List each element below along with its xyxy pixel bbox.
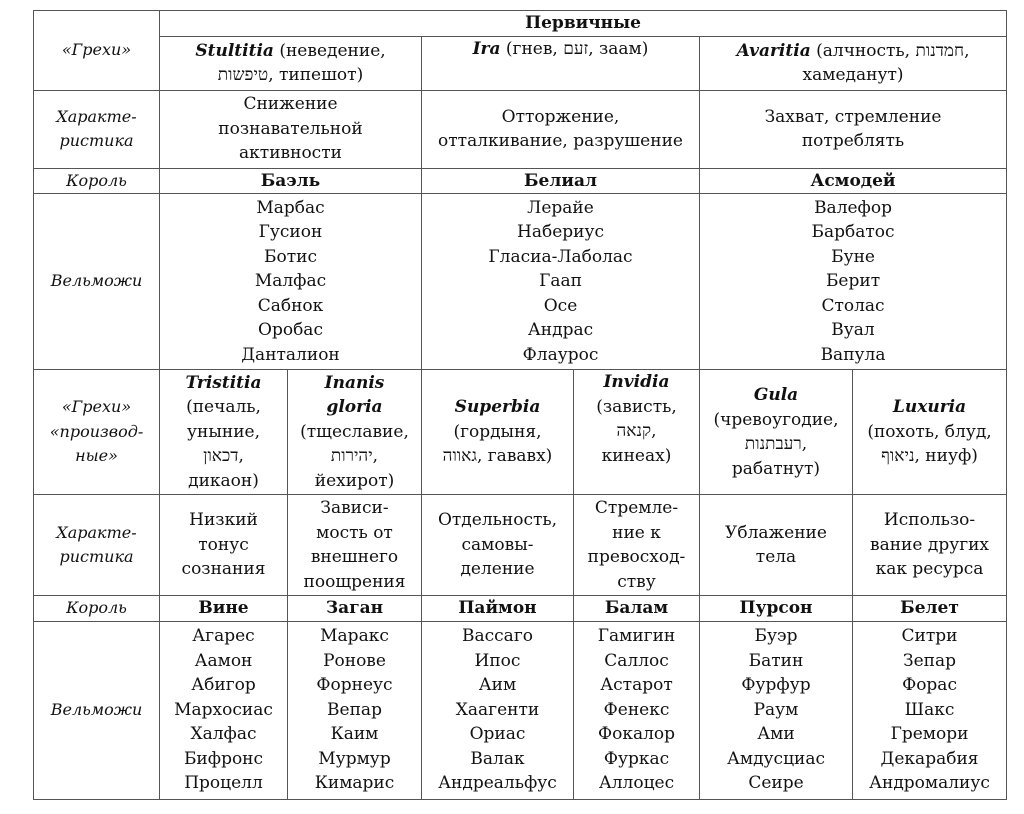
cell-text: Гремори (890, 724, 969, 745)
derived-sin-5 (853, 370, 1007, 495)
derived-nobles-1 (288, 621, 422, 799)
cell-text: Саллос (604, 650, 669, 671)
cell-text: Ами (757, 724, 795, 745)
cell-text: Декарабия (880, 748, 979, 769)
derived-king-2: Паймон (422, 596, 574, 622)
cell-text: Амдусциас (726, 748, 825, 769)
label-nobles-derived: Вельможи (34, 621, 160, 799)
cell-text: Берит (825, 271, 881, 292)
cell-text: поощрения (303, 571, 406, 592)
label-sins: «Грехи» (34, 11, 160, 91)
cell-text: Стремле- (594, 498, 679, 518)
derived-character-0 (160, 495, 288, 596)
cell-text: ству (617, 571, 656, 592)
cell-text: Андреальфус (438, 773, 557, 794)
label-king-derived: Король (34, 596, 160, 622)
cell-text: Мурмур (318, 748, 391, 769)
derived-nobles-0 (160, 621, 288, 799)
cell-text: Барбатос (811, 222, 895, 243)
cell-text: גאווה, гававх) (442, 446, 553, 467)
cell-text: Малфас (254, 271, 327, 292)
cell-text: Зависи- (320, 498, 389, 518)
cell-text: ние к (612, 522, 661, 543)
primary-sin-0-gloss-1: טיפשות, типешот) (217, 65, 364, 85)
primary-character-2 (700, 90, 1007, 168)
derived-nobles-3 (574, 621, 700, 799)
cell-text: Каим (330, 724, 379, 745)
cell-text: Аим (478, 675, 517, 696)
derived-king-3: Балам (574, 596, 700, 622)
cell-text: Фуркас (603, 748, 670, 769)
cell-text: Luxuria (892, 397, 967, 418)
cell-text: мость от (316, 522, 393, 543)
primary-sin-2-gloss-1: хамеданут) (802, 65, 904, 85)
primary-sin-1-gloss-0: (гнев, זעם, заам) (505, 38, 649, 59)
cell-text: יהירות, (330, 446, 379, 467)
cell-text: (похоть, блуд, (867, 421, 992, 442)
derived-sin-1 (288, 370, 422, 495)
cell-text: ניאוף, ниуф) (881, 446, 978, 467)
cell-text: Захват, стремление (764, 106, 942, 127)
cell-text: отталкивание, разрушение (438, 131, 683, 151)
cell-text: (тщеславие, (300, 421, 409, 442)
derived-sin-3 (574, 370, 700, 495)
primary-character-0 (160, 90, 422, 168)
primary-sin-1 (422, 36, 700, 90)
cell-text: Марбас (256, 197, 325, 218)
cell-text: Процелл (184, 773, 263, 794)
cell-text: Мархосиас (174, 699, 273, 720)
cell-text: Tristitia (185, 372, 262, 393)
cell-text: Батин (748, 650, 804, 671)
derived-character-5 (853, 495, 1007, 596)
cell-text: Аллоцес (598, 773, 675, 794)
cell-text: вание других (870, 534, 990, 555)
cell-text: Вапула (820, 344, 886, 365)
derived-king-1: Заган (288, 596, 422, 622)
cell-text: тела (755, 547, 797, 567)
derived-character-2 (422, 495, 574, 596)
cell-text: Сабнок (257, 295, 324, 316)
cell-text: Валак (470, 748, 525, 769)
derived-character-3 (574, 495, 700, 596)
sins-table (33, 10, 1007, 800)
cell-text: потреблять (801, 131, 905, 151)
cell-text: Зепар (903, 650, 957, 671)
primary-nobles-1 (422, 194, 700, 370)
cell-text: Inanis (324, 372, 385, 393)
cell-text: Оробас (258, 320, 323, 341)
cell-text: Данталион (241, 344, 340, 365)
cell-text: Фурфур (741, 675, 811, 696)
cell-text: как ресурса (875, 559, 984, 580)
label-character-primary (34, 90, 160, 168)
cell-text: деление (460, 559, 535, 580)
cell-text: ные» (75, 446, 118, 466)
cell-text: Халфас (190, 724, 257, 745)
cell-text: Форнеус (316, 675, 393, 696)
cell-text: (печаль, (186, 397, 261, 418)
cell-text: Низкий (189, 510, 258, 531)
cell-text: (чревоугодие, (713, 409, 839, 430)
cell-text: Ипос (474, 650, 521, 671)
cell-text: ристика (59, 131, 134, 150)
primary-sin-2-latin: Avaritia (736, 40, 811, 61)
label-character-derived (34, 495, 160, 596)
cell-text: Лерайе (527, 197, 594, 218)
cell-text: Раум (753, 699, 799, 720)
cell-text: Андромалиус (869, 773, 990, 794)
cell-text: Вассаго (462, 626, 533, 647)
cell-text: превосход- (587, 547, 686, 567)
cell-text: Отторжение, (501, 106, 620, 127)
cell-text: Гусион (258, 222, 323, 243)
primary-sin-2-gloss-0: (алчность, חמדנות, (816, 40, 970, 61)
cell-text: (зависть, (596, 396, 677, 417)
cell-text: קנאה, (616, 421, 657, 441)
primary-nobles-0 (160, 194, 422, 370)
derived-king-5: Белет (853, 596, 1007, 622)
cell-text: Ронове (323, 650, 386, 671)
derived-nobles-5 (853, 621, 1007, 799)
cell-text: רעבתנות, (744, 434, 808, 454)
cell-text: Гаап (539, 271, 582, 292)
cell-text: внешнего (310, 547, 399, 567)
cell-text: Вепар (327, 699, 382, 720)
derived-sin-2 (422, 370, 574, 495)
cell-text: Ситри (901, 626, 958, 647)
cell-text: Шакс (904, 699, 955, 720)
cell-text: Фокалор (597, 724, 676, 745)
cell-text: Использо- (883, 510, 976, 531)
primary-sin-2 (700, 36, 1007, 90)
primary-king-1: Белиал (422, 168, 700, 194)
derived-king-4: Пурсон (700, 596, 853, 622)
cell-text: тонус (198, 534, 249, 555)
primary-sin-1-latin: Ira (472, 38, 501, 59)
cell-text: Хаагенти (455, 699, 540, 720)
cell-text: дикаон) (188, 470, 259, 491)
label-king-primary: Король (34, 168, 160, 194)
cell-text: Маракс (320, 626, 389, 647)
cell-text: gloria (326, 397, 383, 418)
cell-text: Аамон (194, 650, 253, 671)
cell-text: Снижение (243, 94, 338, 115)
cell-text: Бифронс (183, 748, 264, 769)
cell-text: Буэр (754, 626, 798, 647)
cell-text: Астарот (600, 675, 673, 696)
cell-text: Кимарис (314, 773, 395, 794)
derived-nobles-4 (700, 621, 853, 799)
cell-text: Флаурос (522, 344, 599, 365)
cell-text: рабатнут) (731, 458, 821, 479)
derived-character-4 (700, 495, 853, 596)
cell-text: йехирот) (314, 470, 395, 491)
cell-text: активности (239, 143, 342, 164)
cell-text: «производ- (49, 421, 144, 441)
cell-text: Характе- (56, 106, 137, 126)
cell-text: Абигор (191, 675, 256, 696)
cell-text: Сеире (748, 773, 804, 794)
cell-text: Superbia (454, 397, 541, 418)
derived-sin-4 (700, 370, 853, 495)
primary-king-2: Асмодей (700, 168, 1007, 194)
cell-text: Столас (821, 295, 885, 316)
cell-text: Буне (831, 246, 875, 267)
cell-text: Гамигин (597, 626, 676, 647)
cell-text: Форас (902, 675, 957, 696)
primary-sin-0-gloss-0: (неведение, (279, 40, 386, 61)
cell-text: Гласиа-Лаболас (488, 246, 633, 267)
cell-text: Андрас (527, 320, 594, 341)
label-sins-derived (34, 370, 160, 495)
cell-text: Осе (543, 295, 578, 316)
cell-text: דכאון, (203, 446, 244, 467)
cell-text: (гордыня, (453, 421, 542, 442)
cell-text: Характе- (56, 522, 137, 542)
cell-text: Ботис (264, 246, 317, 267)
cell-text: Ублажение (725, 522, 827, 543)
primary-sin-0-latin: Stultitia (195, 40, 274, 61)
primary-king-0: Баэль (160, 168, 422, 194)
primary-nobles-2 (700, 194, 1007, 370)
cell-text: кинеах) (601, 445, 672, 466)
cell-text: Валефор (814, 197, 892, 218)
cell-text: Фенекс (603, 699, 670, 720)
cell-text: Набериус (517, 222, 604, 243)
derived-sin-0 (160, 370, 288, 495)
cell-text: уныние, (187, 421, 260, 442)
cell-text: «Грехи» (61, 397, 132, 417)
derived-nobles-2 (422, 621, 574, 799)
cell-text: Ориас (469, 724, 526, 745)
primary-header: Первичные (160, 11, 1007, 37)
cell-text: самовы- (461, 534, 534, 555)
cell-text: Invidia (603, 372, 670, 392)
primary-sin-0 (160, 36, 422, 90)
cell-text: Вуал (831, 320, 875, 341)
cell-text: сознания (181, 559, 266, 580)
cell-text: познавательной (218, 118, 363, 139)
primary-character-1 (422, 90, 700, 168)
derived-king-0: Вине (160, 596, 288, 622)
cell-text: Отдельность, (437, 510, 558, 531)
cell-text: ристика (59, 547, 134, 566)
label-nobles-primary: Вельможи (34, 194, 160, 370)
derived-character-1 (288, 495, 422, 596)
cell-text: Агарес (192, 626, 255, 647)
cell-text: Gula (753, 385, 799, 405)
